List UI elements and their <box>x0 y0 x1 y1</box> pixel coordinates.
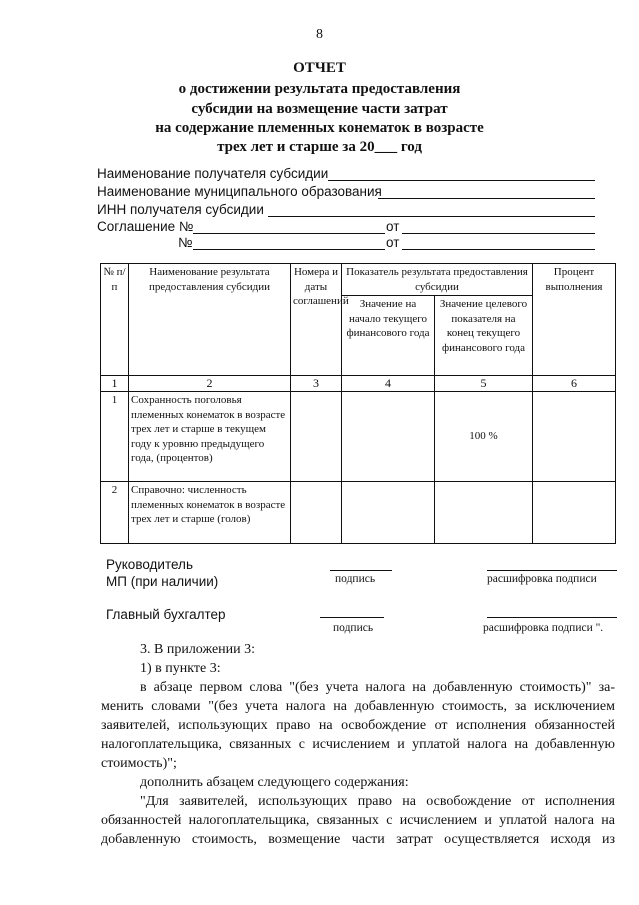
accountant-signature-line <box>320 617 384 618</box>
body-paragraph: 1) в пункте 3: <box>140 661 221 676</box>
header-agreement-dates: Номера и даты соглашений <box>291 264 342 376</box>
head-signature-line <box>330 570 392 571</box>
accountant-decode-line <box>487 617 617 618</box>
agreement2-date-line <box>402 249 595 250</box>
body-line: "Для заявителей, использующих право на освобождение от исполнения <box>140 794 615 809</box>
row-result-name: Сохранность поголовья племенных конематок в возрасте трех лет и старше в текущем году к уровню предыдущего года, (процентов) <box>129 392 291 482</box>
body-line: добавленную стоимость, возмещение части затрат осуществляется исходя из <box>101 832 615 847</box>
report-subtitle-line: о достижении результата предоставления <box>178 81 461 97</box>
agreement2-from-label: от <box>386 235 400 250</box>
column-number: 3 <box>291 376 342 392</box>
inn-line <box>268 216 595 217</box>
column-number: 4 <box>342 376 435 392</box>
row-percent <box>533 392 616 482</box>
column-number: 2 <box>129 376 291 392</box>
table-row <box>101 392 616 482</box>
row-agreement-cell <box>291 482 342 544</box>
row-target-value <box>435 482 533 544</box>
row-start-value <box>342 482 435 544</box>
body-line: заявителей, использующих право на освобождение от исполнения обязанностей <box>101 718 615 733</box>
header-start-value: Значение на начало текущего финансового года <box>342 296 435 376</box>
recipient-label: Наименование получателя субсидии <box>97 166 329 181</box>
stamp-label: МП (при наличии) <box>106 574 219 589</box>
agreement2-number-sign: № <box>178 235 193 250</box>
header-result-name: Наименование результата предоставления субсидии <box>129 264 291 376</box>
column-number: 5 <box>435 376 533 392</box>
row-target-value: 100 % <box>435 392 533 482</box>
header-percent: Процент выполнения <box>533 264 616 376</box>
row-result-name: Справочно: численность племенных конематок в возрасте трех лет и старше (голов) <box>129 482 291 544</box>
header-target-value: Значение целевого показателя на конец текущего финансового года <box>435 296 533 376</box>
accountant-decode-caption: расшифровка подписи ". <box>483 622 604 634</box>
header-indicator: Показатель результата предоставления субсидии <box>342 264 533 296</box>
column-number: 6 <box>533 376 616 392</box>
row-start-value <box>342 392 435 482</box>
agreement-number-line <box>193 233 385 234</box>
agreement2-number-line <box>193 249 385 250</box>
head-label: Руководитель <box>106 557 193 572</box>
inn-label: ИНН получателя субсидии <box>97 202 264 217</box>
body-paragraph: дополнить абзацем следующего содержания: <box>140 775 409 790</box>
page-number: 8 <box>316 27 323 42</box>
header-num: № п/п <box>101 264 129 376</box>
head-signature-caption: подпись <box>335 573 376 585</box>
agreement-date-line <box>402 233 595 234</box>
body-line: менить словами "(без учета налога на добавленную стоимость, за исключением <box>101 699 615 714</box>
report-subtitle-line: на содержание племенных конематок в возрасте <box>155 120 484 136</box>
report-subtitle-line: субсидии на возмещение части затрат <box>191 101 448 117</box>
agreement-from-label: от <box>386 219 400 234</box>
row-number: 1 <box>101 392 129 482</box>
accountant-label: Главный бухгалтер <box>106 607 226 622</box>
agreement-label: Соглашение № <box>97 219 194 234</box>
table-row <box>101 482 616 544</box>
accountant-signature-caption: подпись <box>333 622 374 634</box>
body-line: обязанностей налогоплательщика, связанных с исчислением и уплатой налога на <box>101 813 615 828</box>
head-decode-line <box>487 570 617 571</box>
municipality-label: Наименование муниципального образования <box>97 184 382 199</box>
row-number: 2 <box>101 482 129 544</box>
body-line: налогоплательщика, связанных с исчислением и уплатой налога на добавленную <box>101 737 615 752</box>
body-paragraph: 3. В приложении 3: <box>140 642 256 657</box>
body-line: стоимость)"; <box>101 756 177 771</box>
row-percent <box>533 482 616 544</box>
municipality-line <box>378 198 595 199</box>
row-agreement-cell <box>291 392 342 482</box>
recipient-line <box>328 180 595 181</box>
report-subtitle-line: трех лет и старше за 20___ год <box>217 139 422 155</box>
report-title: ОТЧЕТ <box>293 60 346 76</box>
report-table <box>100 263 616 544</box>
body-line: в абзаце первом слова "(без учета налога на добавленную стоимость)" за- <box>140 680 615 695</box>
column-number: 1 <box>101 376 129 392</box>
head-decode-caption: расшифровка подписи <box>487 573 597 585</box>
